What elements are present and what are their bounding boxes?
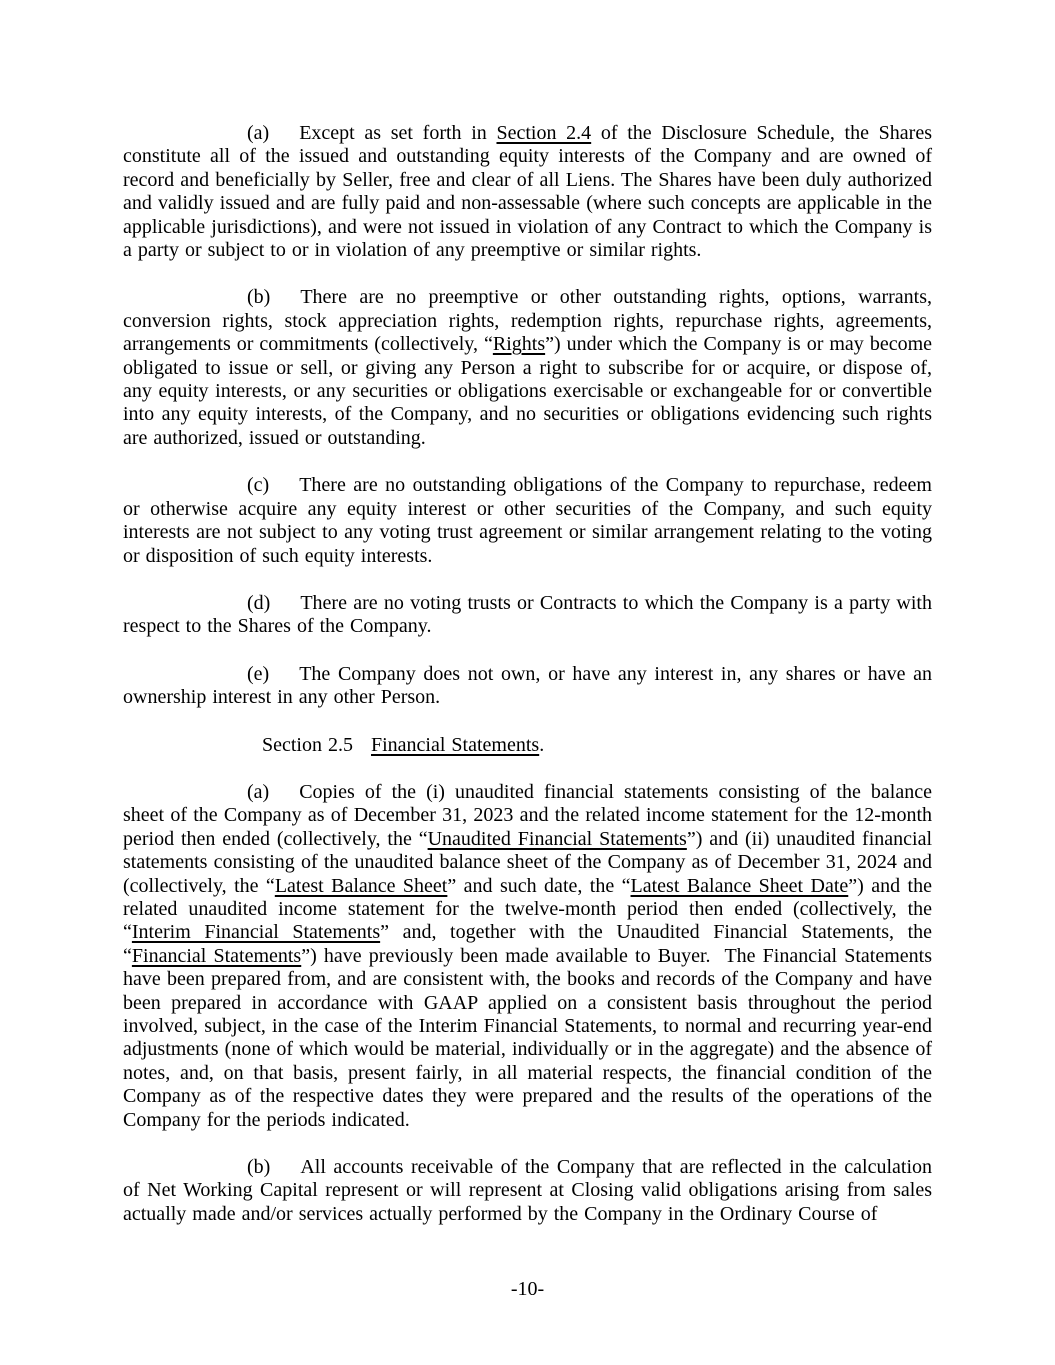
paragraph-2-5-b-accounts-receivable: (b) All accounts receivable of the Company that are reflected in the calculation of Net Working Capital represent or will represent at Closing valid obligations arising from sales actually made and/or services actually performed by the Company in the Ordinary Course of [123, 1156, 932, 1225]
paragraph-2-4-b-rights: (b) There are no preemptive or other outstanding rights, options, warrants, conversion rights, stock appreciation rights, redemption rights, repurchase rights, agreements, arrangements or commitments (collectively, “Rights”) under which the Company is or may become obligated to issue or sell, or giving any Person a right to subscribe for or acquire, or dispose of, any equity interests, or any securities or obligations exercisable or exchangeable for or convertible into any equity interests, of the Company, and no securities or obligations evidencing such rights are authorized, issued or outstanding. [123, 286, 933, 449]
page-number: -10- [510, 1278, 545, 1300]
paragraph-2-4-a-shares: (a) Except as set forth in Section 2.4 of the Disclosure Schedule, the Shares constitute all of the issued and outstanding equity interests of the Company and are owned of record and beneficially by Seller, free and clear of all Liens. The Shares have been duly authorized and validly issued and are fully paid and non-assessable (where such concepts are applicable in the applicable jurisdictions), and were not issued in violation of any Contract to which the Company is a party or subject to or in violation of any preemptive or similar rights. [123, 122, 932, 262]
page-footer [0, 1278, 1055, 1301]
paragraph-2-4-e-ownership-interest: (e) The Company does not own, or have any interest in, any shares or have an ownership interest in any other Person. [123, 662, 932, 709]
paragraph-2-5-a-financial-statements: (a) Copies of the (i) unaudited financial statements consisting of the balance sheet of the Company as of December 31, 2023 and the related income statement for the 12-month period then ended (collectively, the “Unaudited Financial Statements”) and (ii) unaudited financial statements consisting of the unaudited balance sheet of the Company as of December 31, 2024 and (collectively, the “Latest Balance Sheet” and such date, the “Latest Balance Sheet Date”) and the related unaudited income statement for the twelve-month period then ended (collectively, the “Interim Financial Statements” and, together with the Unaudited Financial Statements, the “Financial Statements”) have previously been made available to Buyer. The Financial Statements have been prepared from, and are consistent with, the books and records of the Company and have been prepared in accordance with GAAP applied on a consistent basis throughout the period involved, subject, in the case of the Interim Financial Statements, to normal and recurring year-end adjustments (none of which would be material, individually or in the aggregate) and the absence of notes, and, on that basis, present fairly, in all material respects, the financial condition of the Company as of the respective dates they were prepared and the results of the operations of the Company for the periods indicated. [123, 780, 933, 1131]
section-2-5-heading: Section 2.5 Financial Statements. [262, 733, 545, 756]
paragraph-2-4-d-voting-trusts: (d) There are no voting trusts or Contracts to which the Company is a party with respect to the Shares of the Company. [123, 591, 932, 638]
paragraph-2-4-c-repurchase-obligations: (c) There are no outstanding obligations of the Company to repurchase, redeem or otherwise acquire any equity interest or other securities of the Company, and such equity interests are not subject to any voting trust agreement or similar arrangement relating to the voting or disposition of such equity interests. [123, 474, 932, 567]
